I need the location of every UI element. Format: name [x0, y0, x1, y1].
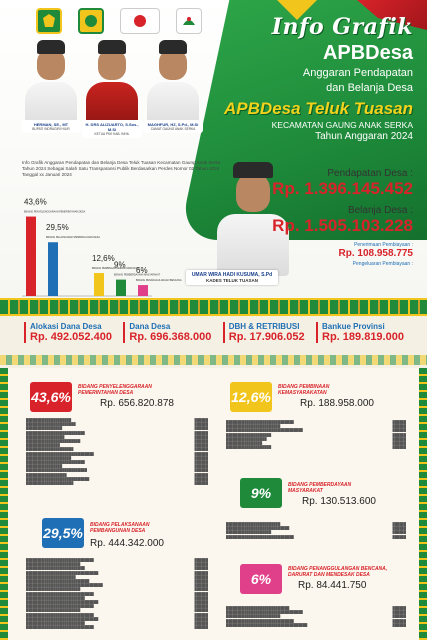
official-role: CAMAT GAUNG ANAK SERKA: [150, 127, 196, 131]
bidang5-title: BIDANG PENANGGULANGAN BENCANA, DARURAT DAN MENDESAK DESA: [288, 566, 388, 578]
side-pattern-right: [419, 368, 427, 640]
info-paragraph: Info Grafik Anggaran Pendapatan dan Belanja Desa Teluk Tuasan Kecamatan Gaung Anak Serka Tahun 2024 Sebagai Salah Satu Transparansi Publik Berdasarkan Perdes Nomor 02 Tahun 2024 Tanggal xx Januari 2024: [22, 160, 221, 177]
chart-bar: [138, 285, 148, 296]
pengeluaran-label: Pengeluaran Pembiayaan :: [352, 261, 413, 267]
kades-name-tag: [186, 270, 278, 285]
official-name: H. DRS ALIZUARTO, S.Sos., M.Si: [85, 122, 139, 132]
year-label: Tahun Anggaran 2024: [315, 131, 413, 142]
chart-bar: [94, 273, 104, 296]
village-logo-icon: [176, 8, 202, 34]
chart-category-label: BIDANG PEMBINAAN KEMASYARAKATAN: [92, 267, 139, 271]
title-block: [203, 14, 413, 142]
official-bupati: [24, 44, 78, 154]
chart-category-label: BIDANG PELAKSANAAN PEMBANGUNAN DESA: [46, 236, 100, 240]
official-portrait: [98, 48, 126, 80]
kades-name: UMAR WIRA HADI KUSUMA, S.Pd: [191, 272, 273, 278]
bidang1-items: ████████████████████ ██████ ██████████████████████ ██████ ████████████████ ██████ ██████████████████████████ ██████ █████████████████ ██████ ████████████████████████ ██████ ███████████████ ██████ █████████████████████ ██████ ██████████████████████████████ ██████ ████████████████████ ██████ ██████████████████████████ ██████ ████████████████ ██████ ███████████████████████████ ██████ ██████████████████ ██████ ████████████████████████████ ██████ █████████████████████ ██████: [26, 418, 208, 486]
chart-bar: [48, 242, 58, 296]
source-value: Rp. 696.368.000: [129, 331, 212, 343]
bidang2-title: BIDANG PEMBINAAN KEMASYARAKATAN: [278, 384, 330, 396]
official-pkk: [85, 44, 139, 154]
finance-summary: [272, 168, 413, 267]
source-value: Rp. 189.819.000: [322, 331, 404, 343]
title-teluk-tuasan: APBDesa Teluk Tuasan: [224, 99, 413, 118]
official-role: KETUA PKK KAB. INHIL: [94, 132, 130, 136]
bidang1-value: Rp. 656.820.878: [100, 398, 174, 409]
source-bankeu: [316, 322, 404, 343]
source-label: DBH & RETRIBUSI: [228, 322, 300, 331]
bidang3-value: Rp. 130.513.600: [302, 496, 376, 507]
bidang3-items: ████████████████████████ ██████ ████████████████████████████ ██████ ████████████████████ ██████ ██████████████████████████████ ██████: [226, 522, 406, 539]
chart-value-label: 29,5%: [46, 223, 69, 233]
chart-value-label: 43,6%: [24, 197, 47, 207]
regency-logo-icon: [36, 8, 62, 34]
kades-role: KADES TELUK TUASAN: [205, 278, 258, 283]
bidang2-items: ██████████████████████████████ ██████ ████████████████████████ ██████ ██████████████████████████████████ ██████ ████████████████████ ██████ ██████████████████ ██████ ████████████████ ██████ ████████████████████ ██████: [226, 420, 406, 450]
belanja-label: Belanja Desa :: [347, 205, 413, 216]
official-role: BUPATI INDRAGIRI HILIR: [32, 127, 70, 131]
subtitle-line1: Anggaran Pendapatan: [302, 67, 413, 79]
logo-row: [36, 8, 202, 34]
bidang4-percent: 29,5%: [42, 518, 84, 548]
chart-value-label: 6%: [136, 266, 148, 276]
source-dana-desa: [123, 322, 211, 343]
source-label: Alokasi Dana Desa: [30, 322, 102, 331]
bidang4-items: ██████████████████████████████ ██████ ████████████████████████ ██████ ██████████████████████████ ██████ ████████████████████████████████ ██████ ██████████████████████ ██████ ████████████████████████████ ██████ ██████████████████████████████████ ██████ ████████████████████████ ██████ ██████████████████████████████ ██████ ██████████████████████████ ██████ ████████████████████████████████ ██████ ██████████████████████████████ ██████ ████████████████████████ ██████ ██████████████████████████████ ██████ ████████████████████████████████ ██████ ██████████████████████████ ██████ ██████████████████████████████ ██████: [26, 558, 208, 630]
chart-bar: [116, 280, 126, 296]
bidang1-percent: 43,6%: [30, 382, 72, 412]
bidang5-percent: 6%: [240, 564, 282, 594]
source-value: Rp. 492.052.400: [30, 331, 112, 343]
province-logo-icon: [78, 8, 104, 34]
source-dbh: [223, 322, 305, 343]
source-add: [24, 322, 112, 343]
pkk-logo-icon: [120, 8, 160, 34]
income-sources: [24, 322, 404, 343]
source-value: Rp. 17.906.052: [228, 331, 305, 343]
pembiayaan-value: Rp. 108.958.775: [338, 248, 413, 259]
bidang2-percent: 12,6%: [230, 382, 272, 412]
officials-row: [24, 44, 200, 154]
header: [0, 0, 427, 300]
subtitle-line2: dan Belanja Desa: [326, 82, 413, 94]
bidang1-title: BIDANG PENYELENGGARAAN PEMERINTAHAN DESA: [78, 384, 152, 396]
chart-category-label: BIDANG PENYELENGGARAAN PEMERINTAHAN DESA: [24, 210, 86, 214]
source-label: Dana Desa: [129, 322, 171, 331]
chart-category-label: BIDANG PENANGGULANGAN BENCANA: [136, 279, 182, 283]
source-label: Bankue Provinsi: [322, 322, 385, 331]
chart-bar: [26, 217, 36, 296]
title-apbdesa: APBDesa: [322, 42, 413, 64]
pendapatan-value: Rp. 1.396.145.452: [272, 179, 413, 198]
bidang4-title: BIDANG PELAKSANAAN PEMBANGUNAN DESA: [90, 522, 150, 534]
official-camat: [146, 44, 200, 154]
bidang-section: [8, 368, 419, 640]
bidang2-value: Rp. 188.958.000: [300, 398, 374, 409]
official-portrait: [37, 48, 65, 80]
side-pattern-left: [0, 368, 8, 640]
chart-value-label: 12,6%: [92, 254, 115, 264]
title-info-grafik: Info Grafik: [271, 14, 413, 40]
bidang3-title: BIDANG PEMBERDAYAAN MASYARAKAT: [288, 482, 352, 494]
allocation-chart: [22, 197, 182, 300]
bidang5-items: ████████████████████████████ ██████ ██████████████████████████████████ ██████ ████████████████████████ ██████ ██████████████████████████████ ██████ ████████████████████████████████████ ██████: [226, 606, 406, 627]
kades-head: [236, 172, 270, 212]
kecamatan-label: KECAMATAN GAUNG ANAK SERKA: [271, 120, 413, 130]
songket-border: [0, 298, 427, 316]
bidang5-value: Rp. 84.441.750: [298, 580, 367, 591]
allocation-chart-svg: [22, 197, 182, 300]
songket-divider: [0, 355, 427, 365]
bidang3-percent: 9%: [240, 478, 282, 508]
chart-value-label: 9%: [114, 260, 126, 270]
pendapatan-label: Pendapatan Desa :: [327, 168, 413, 179]
belanja-value: Rp. 1.505.103.228: [272, 216, 413, 235]
official-name: HERMAN, SE., MT: [33, 122, 69, 127]
bidang4-value: Rp. 444.342.000: [90, 538, 164, 549]
chart-category-label: BIDANG PEMBERDAYAAN MASYARAKAT: [114, 273, 161, 277]
official-portrait: [159, 48, 187, 80]
pembiayaan-label: Penerimaan Pembiayaan :: [354, 242, 413, 248]
official-name: MAGHFUR, HZ, S.Pd., M.Si: [147, 122, 199, 127]
